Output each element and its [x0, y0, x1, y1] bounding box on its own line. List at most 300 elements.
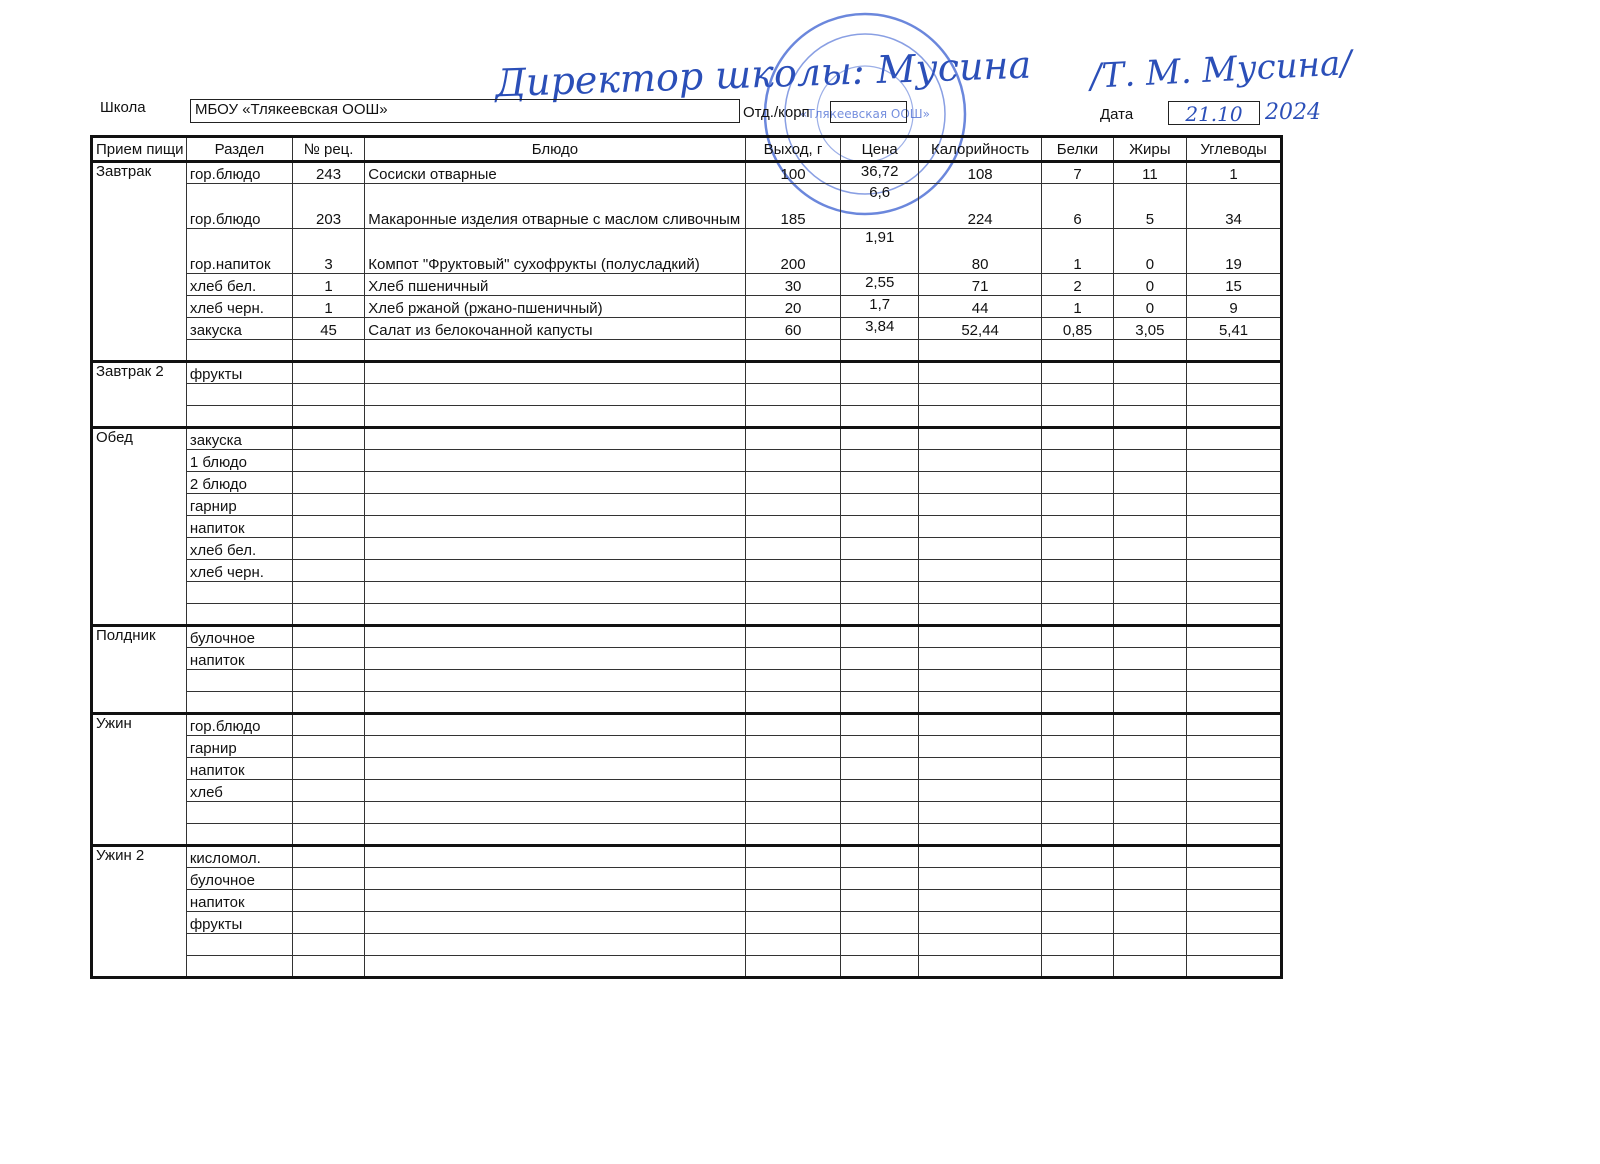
carbs-cell[interactable]: [1187, 406, 1282, 428]
fat-cell[interactable]: [1113, 714, 1186, 736]
section-cell[interactable]: напиток: [186, 648, 292, 670]
section-cell[interactable]: [186, 934, 292, 956]
dish-cell[interactable]: [365, 846, 745, 868]
section-cell[interactable]: кисломол.: [186, 846, 292, 868]
recipe-cell[interactable]: [292, 802, 364, 824]
carbs-cell[interactable]: 5,41: [1187, 318, 1282, 340]
section-cell[interactable]: [186, 604, 292, 626]
carbs-cell[interactable]: [1187, 714, 1282, 736]
yield-cell[interactable]: [745, 604, 841, 626]
fat-cell[interactable]: 5: [1113, 184, 1186, 229]
fat-cell[interactable]: [1113, 758, 1186, 780]
fat-cell[interactable]: [1113, 934, 1186, 956]
price-cell[interactable]: [841, 538, 918, 560]
recipe-cell[interactable]: [292, 516, 364, 538]
yield-cell[interactable]: [745, 802, 841, 824]
carbs-cell[interactable]: 15: [1187, 274, 1282, 296]
yield-cell[interactable]: [745, 384, 841, 406]
yield-cell[interactable]: 60: [745, 318, 841, 340]
protein-cell[interactable]: 1: [1042, 296, 1113, 318]
fat-cell[interactable]: [1113, 582, 1186, 604]
yield-cell[interactable]: [745, 516, 841, 538]
fat-cell[interactable]: [1113, 516, 1186, 538]
recipe-cell[interactable]: [292, 714, 364, 736]
kcal-cell[interactable]: [918, 780, 1041, 802]
yield-cell[interactable]: [745, 846, 841, 868]
recipe-cell[interactable]: [292, 626, 364, 648]
yield-cell[interactable]: [745, 758, 841, 780]
yield-cell[interactable]: [745, 494, 841, 516]
yield-cell[interactable]: [745, 890, 841, 912]
kcal-cell[interactable]: 44: [918, 296, 1041, 318]
protein-cell[interactable]: [1042, 670, 1113, 692]
recipe-cell[interactable]: [292, 384, 364, 406]
price-cell[interactable]: [841, 494, 918, 516]
fat-cell[interactable]: [1113, 384, 1186, 406]
fat-cell[interactable]: 0: [1113, 274, 1186, 296]
section-cell[interactable]: хлеб: [186, 780, 292, 802]
recipe-cell[interactable]: [292, 934, 364, 956]
carbs-cell[interactable]: [1187, 538, 1282, 560]
section-cell[interactable]: булочное: [186, 626, 292, 648]
section-cell[interactable]: гор.блюдо: [186, 162, 292, 184]
kcal-cell[interactable]: [918, 758, 1041, 780]
recipe-cell[interactable]: [292, 582, 364, 604]
protein-cell[interactable]: [1042, 604, 1113, 626]
protein-cell[interactable]: [1042, 890, 1113, 912]
carbs-cell[interactable]: [1187, 670, 1282, 692]
dish-cell[interactable]: [365, 362, 745, 384]
price-cell[interactable]: [841, 362, 918, 384]
protein-cell[interactable]: [1042, 956, 1113, 978]
yield-cell[interactable]: [745, 956, 841, 978]
price-cell[interactable]: [841, 714, 918, 736]
dish-cell[interactable]: [365, 824, 745, 846]
fat-cell[interactable]: [1113, 604, 1186, 626]
yield-cell[interactable]: 20: [745, 296, 841, 318]
carbs-cell[interactable]: [1187, 340, 1282, 362]
fat-cell[interactable]: [1113, 824, 1186, 846]
yield-cell[interactable]: [745, 450, 841, 472]
protein-cell[interactable]: [1042, 384, 1113, 406]
carbs-cell[interactable]: [1187, 780, 1282, 802]
carbs-cell[interactable]: 9: [1187, 296, 1282, 318]
kcal-cell[interactable]: [918, 604, 1041, 626]
carbs-cell[interactable]: [1187, 846, 1282, 868]
section-cell[interactable]: напиток: [186, 516, 292, 538]
kcal-cell[interactable]: [918, 912, 1041, 934]
dish-cell[interactable]: [365, 538, 745, 560]
price-cell[interactable]: [841, 428, 918, 450]
dish-cell[interactable]: [365, 758, 745, 780]
price-cell[interactable]: 3,84: [841, 318, 918, 340]
section-cell[interactable]: [186, 384, 292, 406]
carbs-cell[interactable]: [1187, 626, 1282, 648]
dish-cell[interactable]: [365, 714, 745, 736]
price-cell[interactable]: 1,7: [841, 296, 918, 318]
fat-cell[interactable]: [1113, 890, 1186, 912]
protein-cell[interactable]: [1042, 626, 1113, 648]
section-cell[interactable]: 2 блюдо: [186, 472, 292, 494]
price-cell[interactable]: [841, 736, 918, 758]
kcal-cell[interactable]: [918, 802, 1041, 824]
section-cell[interactable]: гор.блюдо: [186, 184, 292, 229]
price-cell[interactable]: [841, 802, 918, 824]
price-cell[interactable]: 6,6: [841, 184, 918, 229]
yield-cell[interactable]: [745, 340, 841, 362]
price-cell[interactable]: [841, 912, 918, 934]
fat-cell[interactable]: 0: [1113, 229, 1186, 274]
carbs-cell[interactable]: [1187, 648, 1282, 670]
dish-cell[interactable]: Хлеб пшеничный: [365, 274, 745, 296]
recipe-cell[interactable]: [292, 758, 364, 780]
section-cell[interactable]: закуска: [186, 318, 292, 340]
recipe-cell[interactable]: [292, 868, 364, 890]
fat-cell[interactable]: [1113, 956, 1186, 978]
yield-cell[interactable]: [745, 934, 841, 956]
recipe-cell[interactable]: [292, 560, 364, 582]
dish-cell[interactable]: [365, 582, 745, 604]
kcal-cell[interactable]: [918, 868, 1041, 890]
protein-cell[interactable]: [1042, 846, 1113, 868]
kcal-cell[interactable]: [918, 340, 1041, 362]
kcal-cell[interactable]: 108: [918, 162, 1041, 184]
recipe-cell[interactable]: [292, 692, 364, 714]
protein-cell[interactable]: [1042, 802, 1113, 824]
dish-cell[interactable]: [365, 604, 745, 626]
protein-cell[interactable]: 6: [1042, 184, 1113, 229]
kcal-cell[interactable]: [918, 582, 1041, 604]
carbs-cell[interactable]: [1187, 450, 1282, 472]
price-cell[interactable]: [841, 604, 918, 626]
yield-cell[interactable]: [745, 648, 841, 670]
section-cell[interactable]: фрукты: [186, 362, 292, 384]
yield-cell[interactable]: [745, 538, 841, 560]
recipe-cell[interactable]: [292, 450, 364, 472]
kcal-cell[interactable]: [918, 648, 1041, 670]
carbs-cell[interactable]: [1187, 802, 1282, 824]
price-cell[interactable]: [841, 670, 918, 692]
kcal-cell[interactable]: [918, 428, 1041, 450]
recipe-cell[interactable]: [292, 538, 364, 560]
dish-cell[interactable]: Хлеб ржаной (ржано-пшеничный): [365, 296, 745, 318]
recipe-cell[interactable]: [292, 736, 364, 758]
kcal-cell[interactable]: [918, 538, 1041, 560]
fat-cell[interactable]: [1113, 846, 1186, 868]
kcal-cell[interactable]: [918, 890, 1041, 912]
protein-cell[interactable]: [1042, 934, 1113, 956]
price-cell[interactable]: [841, 560, 918, 582]
dish-cell[interactable]: [365, 560, 745, 582]
protein-cell[interactable]: [1042, 912, 1113, 934]
fat-cell[interactable]: [1113, 626, 1186, 648]
kcal-cell[interactable]: [918, 714, 1041, 736]
dish-cell[interactable]: Макаронные изделия отварные с маслом сливочным: [365, 184, 745, 229]
yield-cell[interactable]: [745, 406, 841, 428]
recipe-cell[interactable]: 3: [292, 229, 364, 274]
school-field[interactable]: МБОУ «Тлякеевская ООШ»: [190, 99, 740, 123]
protein-cell[interactable]: [1042, 428, 1113, 450]
dish-cell[interactable]: [365, 868, 745, 890]
recipe-cell[interactable]: [292, 780, 364, 802]
section-cell[interactable]: [186, 582, 292, 604]
protein-cell[interactable]: [1042, 560, 1113, 582]
yield-cell[interactable]: [745, 736, 841, 758]
fat-cell[interactable]: [1113, 802, 1186, 824]
section-cell[interactable]: напиток: [186, 758, 292, 780]
kcal-cell[interactable]: 52,44: [918, 318, 1041, 340]
protein-cell[interactable]: [1042, 736, 1113, 758]
section-cell[interactable]: напиток: [186, 890, 292, 912]
yield-cell[interactable]: [745, 692, 841, 714]
section-cell[interactable]: гор.блюдо: [186, 714, 292, 736]
recipe-cell[interactable]: [292, 648, 364, 670]
section-cell[interactable]: 1 блюдо: [186, 450, 292, 472]
section-cell[interactable]: хлеб черн.: [186, 296, 292, 318]
kcal-cell[interactable]: [918, 362, 1041, 384]
kcal-cell[interactable]: 224: [918, 184, 1041, 229]
section-cell[interactable]: [186, 956, 292, 978]
dish-cell[interactable]: [365, 670, 745, 692]
recipe-cell[interactable]: [292, 890, 364, 912]
carbs-cell[interactable]: [1187, 692, 1282, 714]
kcal-cell[interactable]: [918, 736, 1041, 758]
fat-cell[interactable]: [1113, 472, 1186, 494]
fat-cell[interactable]: [1113, 428, 1186, 450]
dept-field[interactable]: [830, 101, 907, 123]
yield-cell[interactable]: [745, 824, 841, 846]
dish-cell[interactable]: [365, 450, 745, 472]
kcal-cell[interactable]: [918, 670, 1041, 692]
section-cell[interactable]: закуска: [186, 428, 292, 450]
fat-cell[interactable]: [1113, 648, 1186, 670]
protein-cell[interactable]: [1042, 362, 1113, 384]
yield-cell[interactable]: [745, 472, 841, 494]
yield-cell[interactable]: 30: [745, 274, 841, 296]
dish-cell[interactable]: [365, 472, 745, 494]
recipe-cell[interactable]: 1: [292, 296, 364, 318]
yield-cell[interactable]: 185: [745, 184, 841, 229]
price-cell[interactable]: [841, 648, 918, 670]
kcal-cell[interactable]: [918, 934, 1041, 956]
price-cell[interactable]: [841, 758, 918, 780]
date-field[interactable]: 21.10: [1168, 101, 1260, 125]
protein-cell[interactable]: [1042, 494, 1113, 516]
fat-cell[interactable]: [1113, 538, 1186, 560]
price-cell[interactable]: [841, 868, 918, 890]
section-cell[interactable]: гарнир: [186, 736, 292, 758]
dish-cell[interactable]: [365, 340, 745, 362]
dish-cell[interactable]: [365, 934, 745, 956]
yield-cell[interactable]: [745, 714, 841, 736]
section-cell[interactable]: [186, 670, 292, 692]
dish-cell[interactable]: Сосиски отварные: [365, 162, 745, 184]
recipe-cell[interactable]: [292, 912, 364, 934]
protein-cell[interactable]: [1042, 758, 1113, 780]
protein-cell[interactable]: [1042, 692, 1113, 714]
dish-cell[interactable]: [365, 802, 745, 824]
carbs-cell[interactable]: [1187, 516, 1282, 538]
recipe-cell[interactable]: [292, 362, 364, 384]
protein-cell[interactable]: [1042, 868, 1113, 890]
price-cell[interactable]: [841, 846, 918, 868]
fat-cell[interactable]: [1113, 340, 1186, 362]
dish-cell[interactable]: [365, 912, 745, 934]
protein-cell[interactable]: 2: [1042, 274, 1113, 296]
protein-cell[interactable]: [1042, 780, 1113, 802]
dish-cell[interactable]: [365, 692, 745, 714]
recipe-cell[interactable]: [292, 340, 364, 362]
section-cell[interactable]: гарнир: [186, 494, 292, 516]
price-cell[interactable]: [841, 450, 918, 472]
kcal-cell[interactable]: [918, 692, 1041, 714]
section-cell[interactable]: булочное: [186, 868, 292, 890]
price-cell[interactable]: [841, 340, 918, 362]
price-cell[interactable]: [841, 956, 918, 978]
section-cell[interactable]: [186, 340, 292, 362]
dish-cell[interactable]: [365, 648, 745, 670]
carbs-cell[interactable]: 19: [1187, 229, 1282, 274]
dish-cell[interactable]: [365, 494, 745, 516]
yield-cell[interactable]: [745, 670, 841, 692]
price-cell[interactable]: [841, 516, 918, 538]
fat-cell[interactable]: [1113, 560, 1186, 582]
fat-cell[interactable]: [1113, 736, 1186, 758]
section-cell[interactable]: гор.напиток: [186, 229, 292, 274]
protein-cell[interactable]: [1042, 582, 1113, 604]
dish-cell[interactable]: [365, 516, 745, 538]
protein-cell[interactable]: 0,85: [1042, 318, 1113, 340]
recipe-cell[interactable]: [292, 846, 364, 868]
yield-cell[interactable]: [745, 428, 841, 450]
kcal-cell[interactable]: [918, 626, 1041, 648]
kcal-cell[interactable]: 80: [918, 229, 1041, 274]
price-cell[interactable]: [841, 406, 918, 428]
carbs-cell[interactable]: [1187, 582, 1282, 604]
yield-cell[interactable]: [745, 582, 841, 604]
carbs-cell[interactable]: [1187, 824, 1282, 846]
yield-cell[interactable]: [745, 912, 841, 934]
protein-cell[interactable]: 1: [1042, 229, 1113, 274]
section-cell[interactable]: хлеб бел.: [186, 274, 292, 296]
fat-cell[interactable]: [1113, 780, 1186, 802]
price-cell[interactable]: [841, 472, 918, 494]
recipe-cell[interactable]: [292, 670, 364, 692]
protein-cell[interactable]: [1042, 516, 1113, 538]
price-cell[interactable]: 36,72: [841, 162, 918, 184]
carbs-cell[interactable]: [1187, 934, 1282, 956]
kcal-cell[interactable]: [918, 824, 1041, 846]
price-cell[interactable]: [841, 626, 918, 648]
protein-cell[interactable]: [1042, 406, 1113, 428]
kcal-cell[interactable]: [918, 846, 1041, 868]
price-cell[interactable]: [841, 934, 918, 956]
price-cell[interactable]: [841, 890, 918, 912]
kcal-cell[interactable]: [918, 956, 1041, 978]
carbs-cell[interactable]: [1187, 494, 1282, 516]
price-cell[interactable]: [841, 692, 918, 714]
section-cell[interactable]: [186, 692, 292, 714]
fat-cell[interactable]: 0: [1113, 296, 1186, 318]
recipe-cell[interactable]: 45: [292, 318, 364, 340]
yield-cell[interactable]: [745, 362, 841, 384]
dish-cell[interactable]: [365, 890, 745, 912]
section-cell[interactable]: [186, 406, 292, 428]
recipe-cell[interactable]: 1: [292, 274, 364, 296]
protein-cell[interactable]: [1042, 450, 1113, 472]
fat-cell[interactable]: [1113, 912, 1186, 934]
carbs-cell[interactable]: [1187, 868, 1282, 890]
carbs-cell[interactable]: 34: [1187, 184, 1282, 229]
carbs-cell[interactable]: [1187, 956, 1282, 978]
fat-cell[interactable]: [1113, 868, 1186, 890]
section-cell[interactable]: [186, 802, 292, 824]
fat-cell[interactable]: [1113, 670, 1186, 692]
carbs-cell[interactable]: [1187, 912, 1282, 934]
dish-cell[interactable]: Салат из белокочанной капусты: [365, 318, 745, 340]
carbs-cell[interactable]: [1187, 428, 1282, 450]
recipe-cell[interactable]: [292, 604, 364, 626]
section-cell[interactable]: [186, 824, 292, 846]
fat-cell[interactable]: [1113, 450, 1186, 472]
price-cell[interactable]: [841, 582, 918, 604]
carbs-cell[interactable]: [1187, 890, 1282, 912]
yield-cell[interactable]: 100: [745, 162, 841, 184]
fat-cell[interactable]: [1113, 494, 1186, 516]
recipe-cell[interactable]: [292, 494, 364, 516]
yield-cell[interactable]: [745, 780, 841, 802]
kcal-cell[interactable]: 71: [918, 274, 1041, 296]
dish-cell[interactable]: [365, 384, 745, 406]
recipe-cell[interactable]: [292, 472, 364, 494]
kcal-cell[interactable]: [918, 472, 1041, 494]
dish-cell[interactable]: [365, 780, 745, 802]
recipe-cell[interactable]: 203: [292, 184, 364, 229]
dish-cell[interactable]: [365, 626, 745, 648]
price-cell[interactable]: [841, 384, 918, 406]
dish-cell[interactable]: [365, 956, 745, 978]
yield-cell[interactable]: [745, 868, 841, 890]
recipe-cell[interactable]: [292, 956, 364, 978]
section-cell[interactable]: фрукты: [186, 912, 292, 934]
yield-cell[interactable]: 200: [745, 229, 841, 274]
recipe-cell[interactable]: [292, 824, 364, 846]
carbs-cell[interactable]: [1187, 362, 1282, 384]
carbs-cell[interactable]: 1: [1187, 162, 1282, 184]
price-cell[interactable]: 2,55: [841, 274, 918, 296]
carbs-cell[interactable]: [1187, 560, 1282, 582]
recipe-cell[interactable]: 243: [292, 162, 364, 184]
yield-cell[interactable]: [745, 560, 841, 582]
protein-cell[interactable]: [1042, 648, 1113, 670]
carbs-cell[interactable]: [1187, 736, 1282, 758]
price-cell[interactable]: 1,91: [841, 229, 918, 274]
dish-cell[interactable]: [365, 428, 745, 450]
fat-cell[interactable]: [1113, 362, 1186, 384]
dish-cell[interactable]: [365, 406, 745, 428]
yield-cell[interactable]: [745, 626, 841, 648]
fat-cell[interactable]: [1113, 692, 1186, 714]
kcal-cell[interactable]: [918, 560, 1041, 582]
fat-cell[interactable]: 11: [1113, 162, 1186, 184]
price-cell[interactable]: [841, 824, 918, 846]
fat-cell[interactable]: 3,05: [1113, 318, 1186, 340]
recipe-cell[interactable]: [292, 428, 364, 450]
protein-cell[interactable]: [1042, 824, 1113, 846]
recipe-cell[interactable]: [292, 406, 364, 428]
carbs-cell[interactable]: [1187, 472, 1282, 494]
protein-cell[interactable]: [1042, 538, 1113, 560]
